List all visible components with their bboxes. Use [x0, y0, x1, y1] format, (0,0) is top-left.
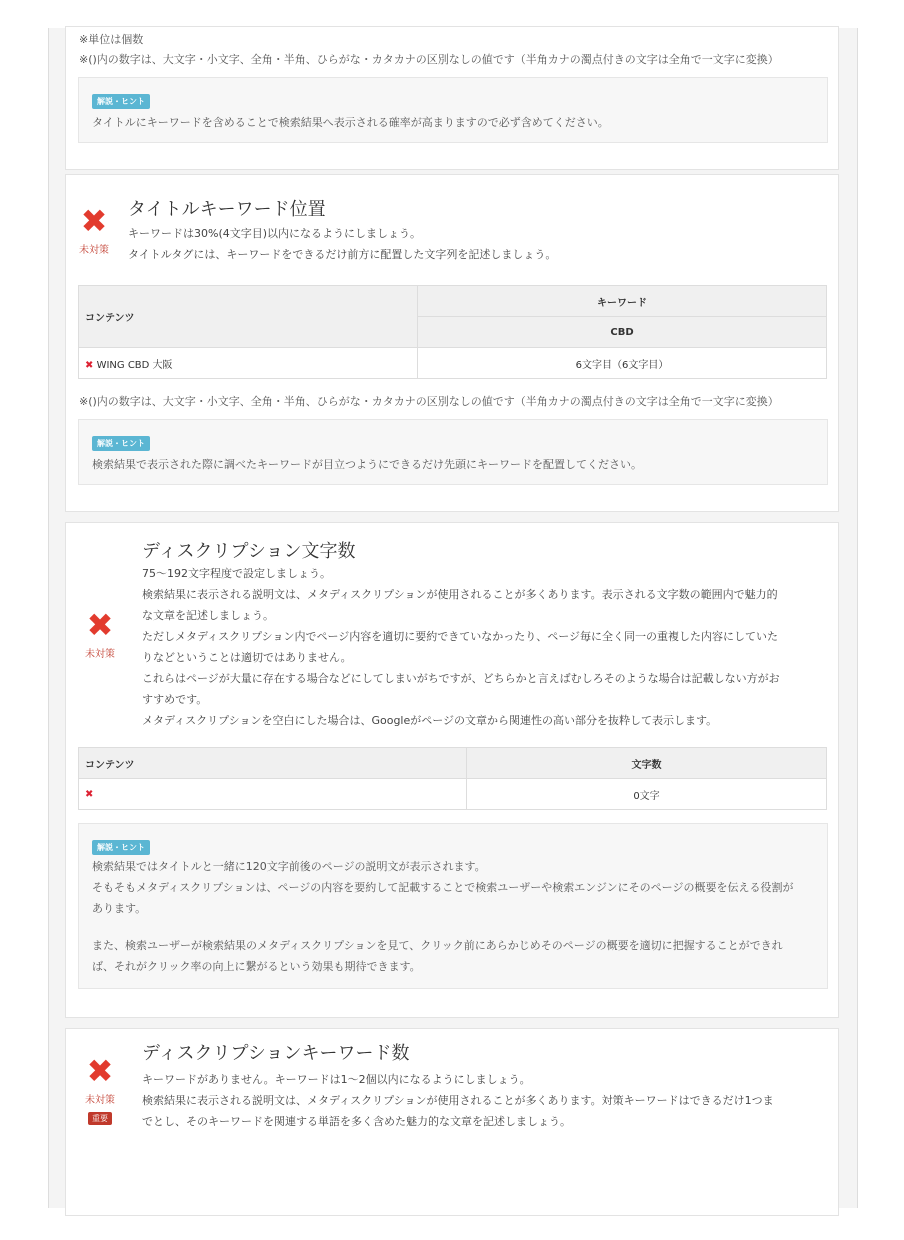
description-length-table [78, 747, 827, 810]
hint-box [78, 419, 828, 485]
hint-badge: 解説・ヒント [92, 94, 150, 109]
hint-box [78, 77, 828, 143]
hint-line: ば、それがクリック率の向上に繋がるという効果も期待できます。 [92, 960, 421, 973]
col-keyword-cbd: CBD [418, 317, 827, 348]
section-title: ディスクリプションキーワード数 [142, 1043, 410, 1064]
x-mark-icon: ✖ [86, 1052, 114, 1090]
hint-text: タイトルにキーワードを含めることで検索結果へ表示される確率が高まりますので必ず含めてください。 [92, 116, 609, 129]
status-label: 未対策 [85, 1095, 115, 1106]
title-keyword-position-card [65, 174, 839, 512]
row-value: 6文字目（6文字目） [418, 348, 827, 379]
section-title: タイトルキーワード位置 [128, 199, 326, 220]
table-row [79, 348, 827, 379]
desc-line: な文章を記述しましょう。 [142, 609, 274, 622]
x-small-icon: ✖ [85, 359, 94, 371]
status-block [80, 606, 120, 660]
table-row [79, 779, 827, 810]
col-count: 文字数 [467, 748, 827, 779]
desc-line: でとし、そのキーワードを関連する単語を多く含めた魅力的な文章を記述しましょう。 [142, 1115, 571, 1128]
hint-text: 検索結果で表示された際に調べたキーワードが目立つようにできるだけ先頭にキーワードを配置してください。 [92, 458, 642, 471]
col-keyword: キーワード [418, 286, 827, 317]
status-block [74, 202, 114, 256]
desc-line: りなどということは適切ではありません。 [142, 651, 352, 664]
keyword-position-table [78, 285, 827, 379]
x-small-icon: ✖ [85, 788, 94, 800]
desc-line: ただしメタディスクリプション内でページ内容を適切に要約できていなかったり、ページ毎に全く同一の重複した内容にしていた [142, 630, 779, 643]
hint-line: あります。 [92, 902, 147, 915]
hint-line [92, 919, 793, 935]
desc-line: メタディスクリプションを空白にした場合は、Googleがページの文章から関連性の高い部分を抜粋して表示します。 [142, 714, 718, 727]
desc-line: すすめです。 [142, 693, 208, 706]
desc-line: これらはページが大量に存在する場合などにしてしまいがちですが、どちらかと言えばむしろそのような場合は記載しない方がお [142, 672, 780, 685]
status-label: 未対策 [85, 649, 115, 660]
status-block [80, 1052, 120, 1125]
description-keyword-count-card [65, 1028, 839, 1216]
desc-line: 検索結果に表示される説明文は、メタディスクリプションが使用されることが多くあります。対策キーワードはできるだけ1つま [142, 1094, 774, 1107]
row-content: WING CBD 大阪 [96, 359, 173, 371]
row-content-cell [79, 779, 467, 810]
hint-line: 検索結果ではタイトルと一緒に120文字前後のページの説明文が表示されます。 [92, 860, 486, 873]
section-title: ディスクリプション文字数 [142, 541, 356, 562]
section-desc [142, 563, 810, 731]
row-content-cell [79, 348, 418, 379]
hint-line: そもそもメタディスクリプションは、ページの内容を要約して記載することで検索ユーザーや検索エンジンにそのページの概要を伝える役割が [92, 881, 794, 894]
section-desc [142, 1069, 810, 1132]
col-content: コンテンツ [79, 748, 467, 779]
hint-text [92, 856, 793, 977]
section-desc-1: キーワードは30%(4文字目)以内になるようにしましょう。 [128, 227, 422, 240]
hint-box [78, 823, 828, 989]
report-frame [48, 28, 858, 1208]
keyword-count-card [65, 26, 839, 170]
description-length-card [65, 522, 839, 1018]
section-desc-2: タイトルタグには、キーワードをできるだけ前方に配置した文字列を記述しましょう。 [128, 248, 557, 261]
hint-line: また、検索ユーザーが検索結果のメタディスクリプションを見て、クリック前にあらかじめそのページの概要を適切に把握することができれ [92, 939, 783, 952]
x-mark-icon: ✖ [86, 606, 114, 644]
desc-line: 検索結果に表示される説明文は、メタディスクリプションが使用されることが多くあります。表示される文字数の範囲内で魅力的 [142, 588, 778, 601]
desc-line: 75〜192文字程度で設定しましょう。 [142, 567, 331, 580]
hint-badge: 解説・ヒント [92, 436, 150, 451]
unit-note: ※単位は個数 [79, 33, 144, 46]
row-value: 0文字 [467, 779, 827, 810]
paren-note: ※()内の数字は、大文字・小文字、全角・半角、ひらがな・カタカナの区別なしの値です（半角カナの濁点付きの文字は全角で一文字に変換） [79, 53, 779, 66]
hint-badge: 解説・ヒント [92, 840, 150, 855]
col-content: コンテンツ [79, 286, 418, 348]
important-badge: 重要 [88, 1112, 112, 1125]
status-label: 未対策 [79, 245, 109, 256]
x-mark-icon: ✖ [80, 202, 108, 240]
desc-line: キーワードがありません。キーワードは1〜2個以内になるようにしましょう。 [142, 1073, 531, 1086]
paren-note: ※()内の数字は、大文字・小文字、全角・半角、ひらがな・カタカナの区別なしの値です（半角カナの濁点付きの文字は全角で一文字に変換） [79, 395, 779, 408]
